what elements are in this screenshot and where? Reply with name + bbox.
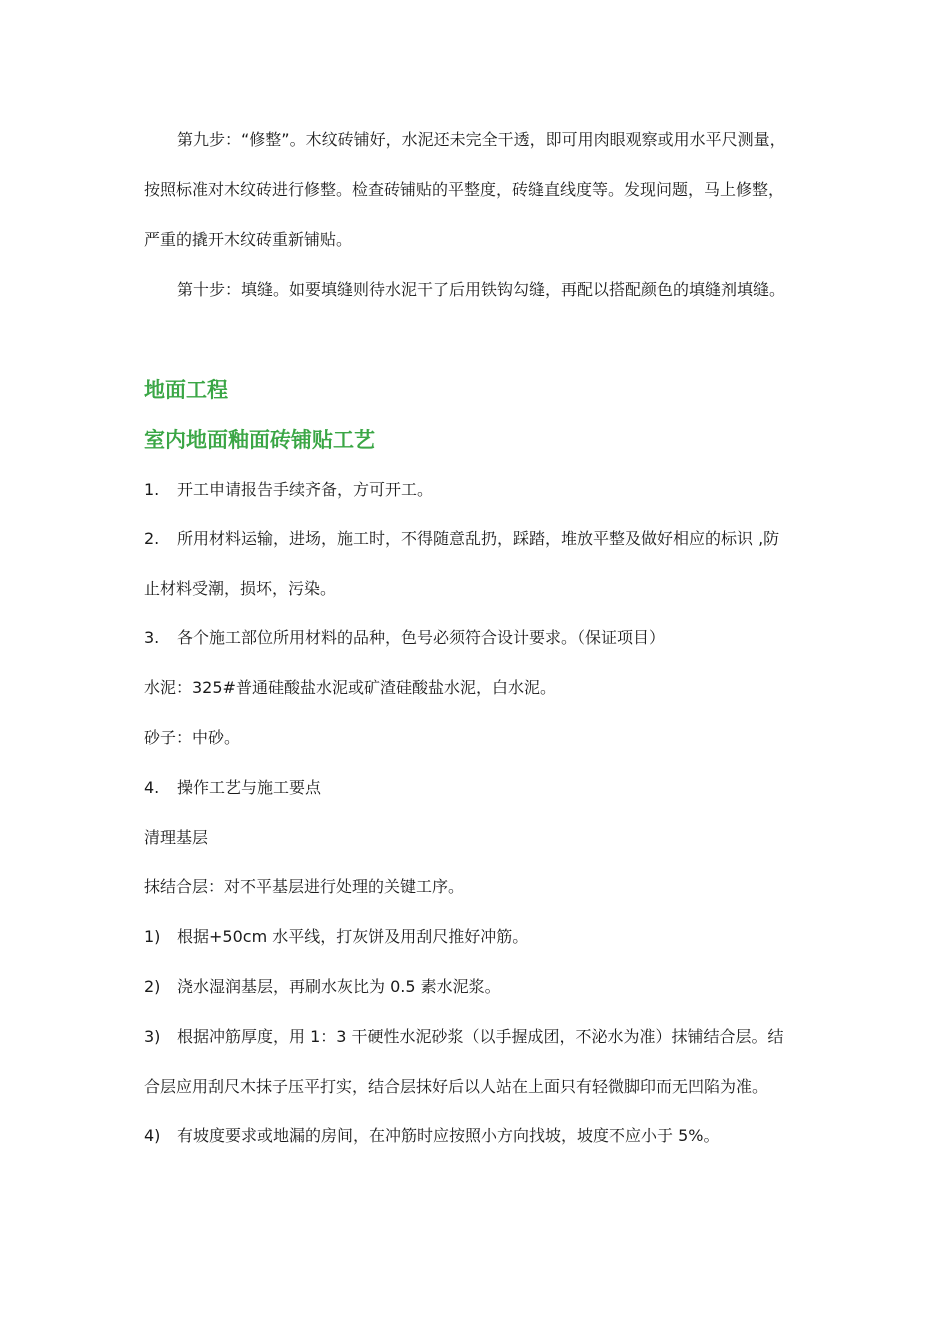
sub-item-text: 浇水湿润基层，再刷水灰比为 0.5 素水泥浆。 xyxy=(177,977,501,996)
list-item-2 xyxy=(144,529,812,549)
material-cement: 水泥：325#普通硅酸盐水泥或矿渣硅酸盐水泥，白水泥。 xyxy=(144,678,556,697)
sub-item-text: 有坡度要求或地漏的房间，在冲筋时应按照小方向找坡，坡度不应小于 5%。 xyxy=(177,1126,720,1145)
sub-item-text: 根据+50cm 水平线，打灰饼及用刮尺推好冲筋。 xyxy=(177,927,529,946)
sub-item-number: 3) xyxy=(144,1027,161,1046)
sub-item-2 xyxy=(144,977,812,997)
paragraph-step-nine-line-1: 第九步：“修整”。木纹砖铺好，水泥还未完全干透，即可用肉眼观察或用水平尺测量， xyxy=(177,130,786,149)
list-item-3 xyxy=(144,628,812,648)
list-item-number: 4. xyxy=(144,778,160,797)
subsection-heading: 室内地面釉面砖铺贴工艺 xyxy=(144,428,375,452)
list-item-text: 操作工艺与施工要点 xyxy=(177,778,322,797)
list-item-number: 3. xyxy=(144,628,160,647)
list-item-text: 开工申请报告手续齐备，方可开工。 xyxy=(177,480,434,499)
sub-item-1 xyxy=(144,927,812,947)
material-sand: 砂子：中砂。 xyxy=(144,728,241,747)
sub-item-4 xyxy=(144,1126,812,1146)
paragraph-step-nine-line-3: 严重的撬开木纹砖重新铺贴。 xyxy=(144,230,353,249)
section-heading: 地面工程 xyxy=(144,378,228,402)
sub-item-number: 2) xyxy=(144,977,161,996)
sub-item-3-continuation: 合层应用刮尺木抹子压平打实，结合层抹好后以人站在上面只有轻微脚印而无凹陷为准。 xyxy=(144,1077,769,1096)
paragraph-step-nine-line-2: 按照标准对木纹砖进行修整。检查砖铺贴的平整度，砖缝直线度等。发现问题，马上修整， xyxy=(144,180,785,199)
list-item-1 xyxy=(144,480,812,500)
list-item-text: 所用材料运输，进场，施工时，不得随意乱扔，踩踏，堆放平整及做好相应的标识 ,防 xyxy=(177,529,780,548)
list-item-number: 1. xyxy=(144,480,160,499)
sub-item-3 xyxy=(144,1027,812,1047)
list-item-2-continuation: 止材料受潮，损坏，污染。 xyxy=(144,579,337,598)
paragraph-step-ten: 第十步：填缝。如要填缝则待水泥干了后用铁钩勾缝，再配以搭配颜色的填缝剂填缝。 xyxy=(177,280,786,299)
sub-item-number: 1) xyxy=(144,927,161,946)
sub-item-number: 4) xyxy=(144,1126,161,1145)
list-item-4 xyxy=(144,778,812,798)
sub-item-text: 根据冲筋厚度，用 1：3 干硬性水泥砂浆（以手握成团，不泌水为准）抹铺结合层。结 xyxy=(177,1027,784,1046)
step-clean-base: 清理基层 xyxy=(144,828,209,847)
step-bonding-layer: 抹结合层：对不平基层进行处理的关键工序。 xyxy=(144,877,465,896)
list-item-number: 2. xyxy=(144,529,160,548)
list-item-text: 各个施工部位所用材料的品种，色号必须符合设计要求。（保证项目） xyxy=(177,628,666,647)
